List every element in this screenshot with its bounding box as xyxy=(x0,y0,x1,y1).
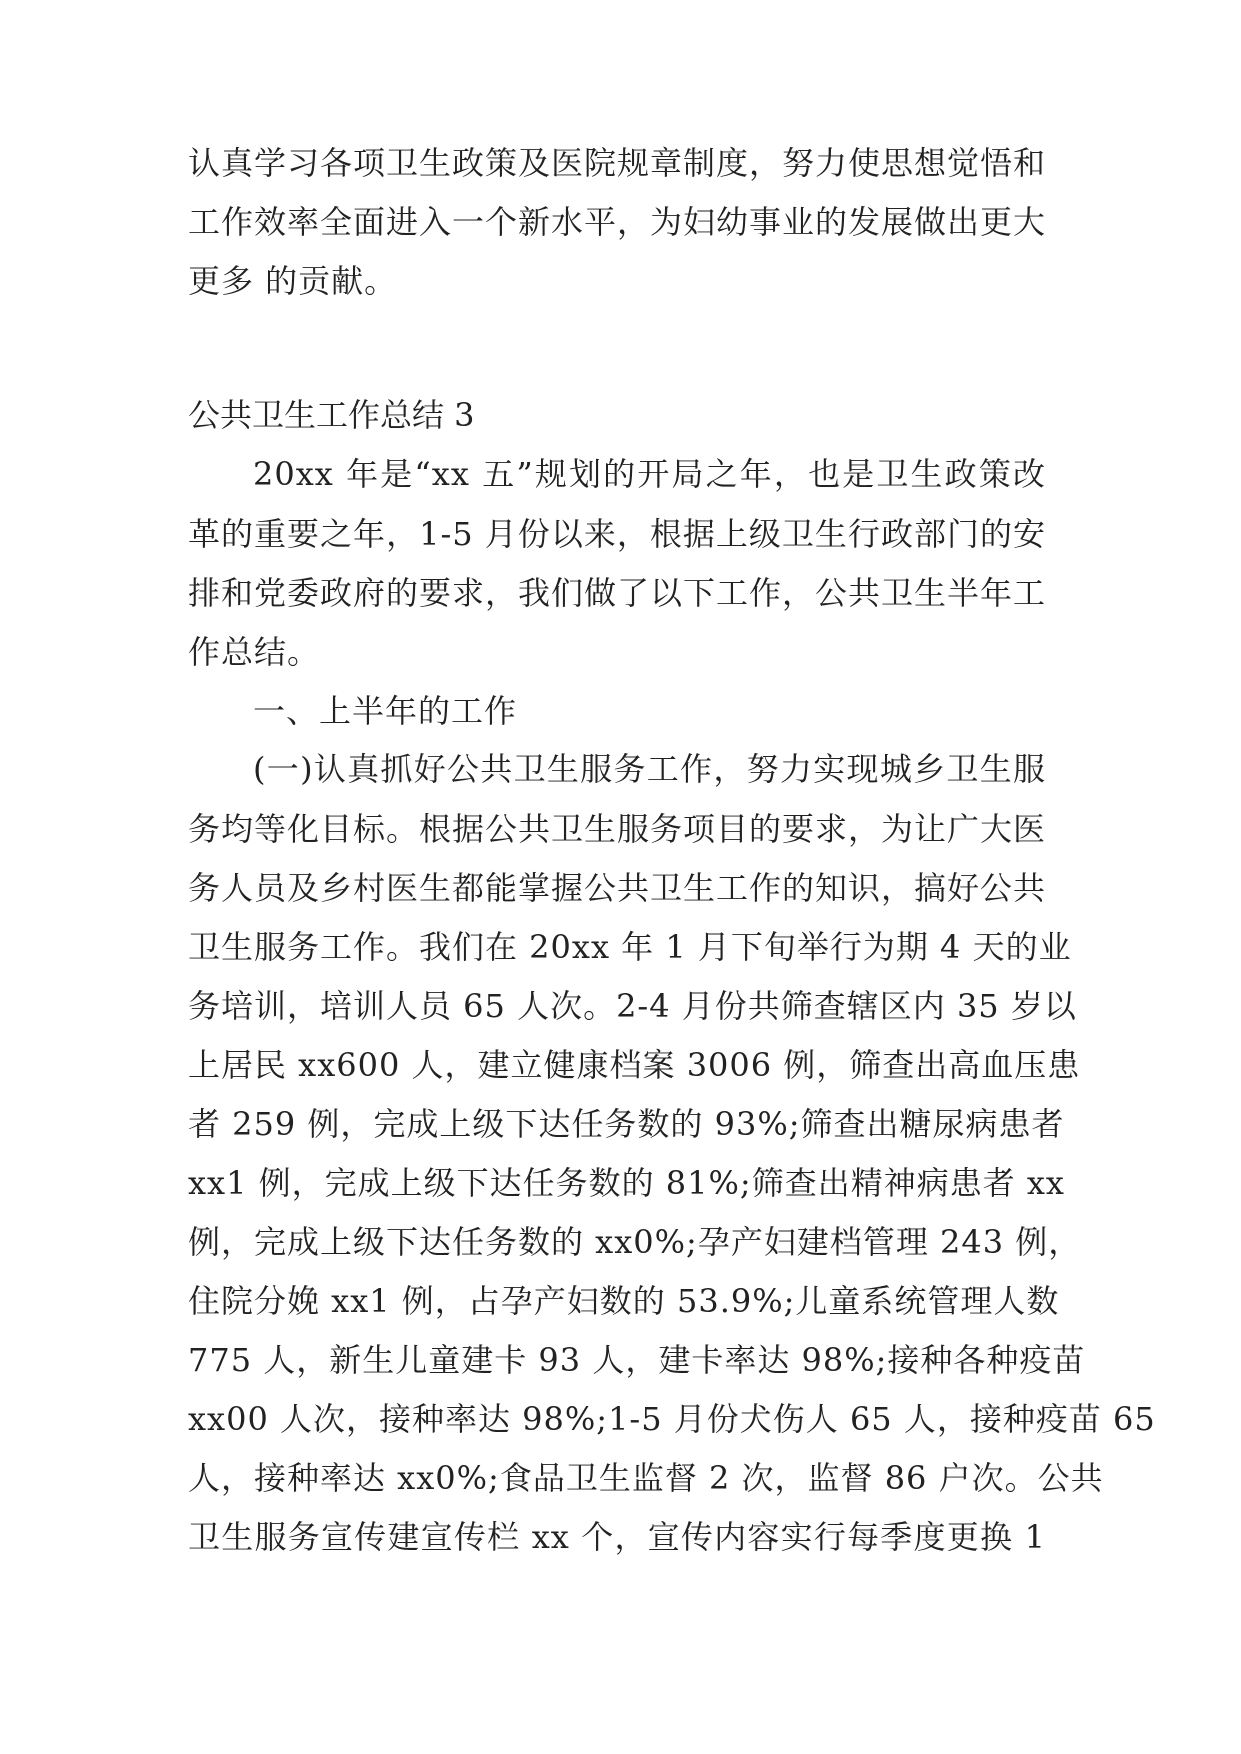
paragraph2-line-1: (一)认真抓好公共卫生服务工作，努力实现城乡卫生服 xyxy=(253,750,1046,788)
paragraph1-line-2: 革的重要之年，1-5 月份以来，根据上级卫生行政部门的安 xyxy=(188,515,1046,553)
paragraph2-line-14: 卫生服务宣传建宣传栏 xx 个，宣传内容实行每季度更换 1 xyxy=(188,1518,1046,1556)
paragraph2-line-3: 务人员及乡村医生都能掌握公共卫生工作的知识，搞好公共 xyxy=(188,869,1047,907)
paragraph2-line-12: xx00 人次，接种率达 98%;1-5 月份犬伤人 65 人，接种疫苗 65 xyxy=(188,1400,1156,1438)
paragraph1-line-3: 排和党委政府的要求，我们做了以下工作，公共卫生半年工 xyxy=(188,574,1047,612)
paragraph2-line-5: 务培训，培训人员 65 人次。2-4 月份共筛查辖区内 35 岁以 xyxy=(188,987,1077,1025)
paragraph2-line-4: 卫生服务工作。我们在 20xx 年 1 月下旬举行为期 4 天的业 xyxy=(188,928,1072,966)
section-title: 公共卫生工作总结 3 xyxy=(188,396,475,434)
intro-line-3: 更多 的贡献。 xyxy=(188,262,398,300)
paragraph2-line-6: 上居民 xx600 人，建立健康档案 3006 例，筛查出高血压患 xyxy=(188,1046,1081,1084)
paragraph1-line-1: 20xx 年是“xx 五”规划的开局之年，也是卫生政策改 xyxy=(253,455,1046,493)
paragraph1-line-4: 作总结。 xyxy=(188,633,321,671)
paragraph2-line-13: 人，接种率达 xx0%;食品卫生监督 2 次，监督 86 户次。公共 xyxy=(188,1459,1104,1497)
paragraph2-line-9: 例，完成上级下达任务数的 xx0%;孕产妇建档管理 243 例， xyxy=(188,1223,1082,1261)
intro-line-1: 认真学习各项卫生政策及医院规章制度，努力使思想觉悟和 xyxy=(188,144,1047,182)
paragraph2-line-2: 务均等化目标。根据公共卫生服务项目的要求，为让广大医 xyxy=(188,810,1047,848)
paragraph2-line-10: 住院分娩 xx1 例，占孕产妇数的 53.9%;儿童系统管理人数 xyxy=(188,1282,1060,1320)
subheading: 一、上半年的工作 xyxy=(253,692,518,730)
paragraph2-line-8: xx1 例，完成上级下达任务数的 81%;筛查出精神病患者 xx xyxy=(188,1164,1065,1202)
paragraph2-line-7: 者 259 例，完成上级下达任务数的 93%;筛查出糖尿病患者 xyxy=(188,1105,1065,1143)
intro-line-2: 工作效率全面进入一个新水平，为妇幼事业的发展做出更大 xyxy=(188,203,1047,241)
paragraph2-line-11: 775 人，新生儿童建卡 93 人，建卡率达 98%;接种各种疫苗 xyxy=(188,1341,1086,1379)
